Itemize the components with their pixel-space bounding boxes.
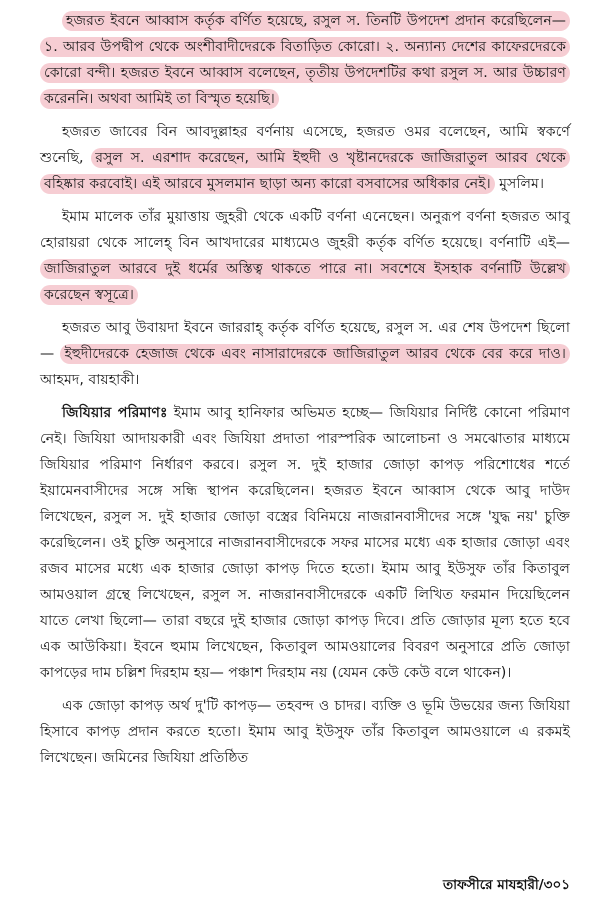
paragraph-3 [40,204,570,308]
highlighted-text: ইহুদীদেরকে হেজাজ থেকে এবং নাসারাদেরকে জাজিরাতুল আরব থেকে বের করে দাও। [60,344,570,364]
paragraph-text: ইমাম মালেক তাঁর মুয়াত্তায় জুহরী থেকে একটি বর্ণনা এনেছেন। অনুরূপ বর্ণনা হজরত আবু হোরায়রা থেকে সালেহ্ বিন আখদারের মাধ্যমেও জুহরী কর্তৃক বর্ণিত হয়েছে। বর্ণনাটি এই— [40,209,570,251]
paragraph-text: এক জোড়া কাপড় অর্থ দু'টি কাপড়— তহবন্দ ও চাদর। ব্যক্তি ও ভূমি উভয়ের জন্য জিযিয়া হিসাবে কাপড় প্রদান করতে হতো। ইমাম আবু ইউসুফ তাঁর কিতাবুল আমওয়ালে এ রকমই লিখেছেন। জমিনের জিযিয়া প্রতিষ্ঠিত [40,698,570,766]
highlighted-text: হজরত ইবনে আব্বাস কর্তৃক বর্ণিত হয়েছে, রসুল স. তিনটি উপদেশ প্রদান করেছিলেন— ১. আরব উপদ্বীপ থেকে অংশীবাদীদেরকে বিতাড়িত কোরো। ২. অন্যান্য দেশের কাফেরদেরকে কোরো বন্দী। হজরত ইবনে আব্বাস বলেছেন, তৃতীয় উপদেশটির কথা রসুল স. আর উচ্চারণ করেননি। অথবা আমিই তা বিস্মৃত হয়েছি। [40,11,570,109]
paragraph-5 [40,400,570,686]
paragraph-2 [40,119,570,197]
paragraph-4 [40,315,570,393]
page-body [40,8,570,778]
page-footer: তাফসীরে মাযহারী/৩০১ [443,877,570,893]
paragraph-text: হজরত জাবের বিন আবদুল্লাহর বর্ণনায় এসেছে, হজরত ওমর বলেছেন, আমি স্বকর্ণে শুনেছি, [40,124,570,166]
highlighted-text: জাজিরাতুল আরবে দুই ধর্মের অস্তিত্ব থাকতে পারে না। সবশেষে ইসহাক বর্ণনাটি উল্লেখ করেছেন স্বসূত্রে। [40,259,570,305]
paragraph-text: হজরত আবু উবায়দা ইবনে জাররাহ্ কর্তৃক বর্ণিত হয়েছে, রসুল স. এর শেষ উপদেশ ছিলো— [40,320,570,362]
paragraph-6 [40,693,570,771]
paragraph-text: আহমদ, বায়হাকী। [40,372,140,388]
section-heading: জিযিয়ার পরিমাণঃ [62,405,168,421]
paragraph-text: ইমাম আবু হানিফার অভিমত হচ্ছে— জিযিয়ার নির্দিষ্ট কোনো পরিমাণ নেই। জিযিয়া আদায়কারী এবং জিযিয়া প্রদাতা পারস্পরিক আলোচনা ও সমঝোতার মাধ্যমে জিযিয়ার পরিমাণ নির্ধারণ করবে। রসুল স. দুই হাজার জোড়া কাপড় পরিশোধের শর্তে ইয়ামেনবাসীদের সঙ্গে সন্ধি স্থাপন করেছিলেন। হজরত ইবনে আব্বাস থেকে আবু দাউদ লিখেছেন, রসুল স. দুই হাজার জোড়া বস্ত্রের বিনিময়ে নাজরানবাসীদের সঙ্গে 'যুদ্ধ নয়' চুক্তি করেছিলেন। ওই চুক্তি অনুসারে নাজরানবাসীদেরকে সফর মাসের মধ্যে এক হাজার জোড়া এবং রজব মাসের মধ্যে এক হাজার জোড়া কাপড় দিতে হতো। ইমাম আবু ইউসুফ তাঁর কিতাবুল আমওয়াল গ্রন্থে লিখেছেন, রসুল স. নাজরানবাসীদেরকে একটি লিখিত ফরমান দিয়েছিলেন যাতে লেখা ছিলো— তারা বছরে দুই হাজার জোড়া কাপড় দিবে। প্রতি জোড়ার মূল্য হতে হবে এক আউকিয়া। ইবনে হুমাম লিখেছেন, কিতাবুল আমওয়ালের বিবরণ অনুসারে প্রতি জোড়া কাপড়ের দাম চল্লিশ দিরহাম হয়— পঞ্চাশ দিরহাম নয় (যেমন কেউ কেউ বলে থাকেন)। [40,405,570,681]
paragraph-text: মুসলিম। [494,176,545,192]
highlighted-text: রসুল স. এরশাদ করেছেন, আমি ইহুদী ও খৃষ্টানদেরকে জাজিরাতুল আরব থেকে বহিষ্কার করবোই। এই আরবে মুসলমান ছাড়া অন্য কারো বসবাসের অধিকার নেই। [40,148,570,194]
paragraph-1 [40,8,570,112]
